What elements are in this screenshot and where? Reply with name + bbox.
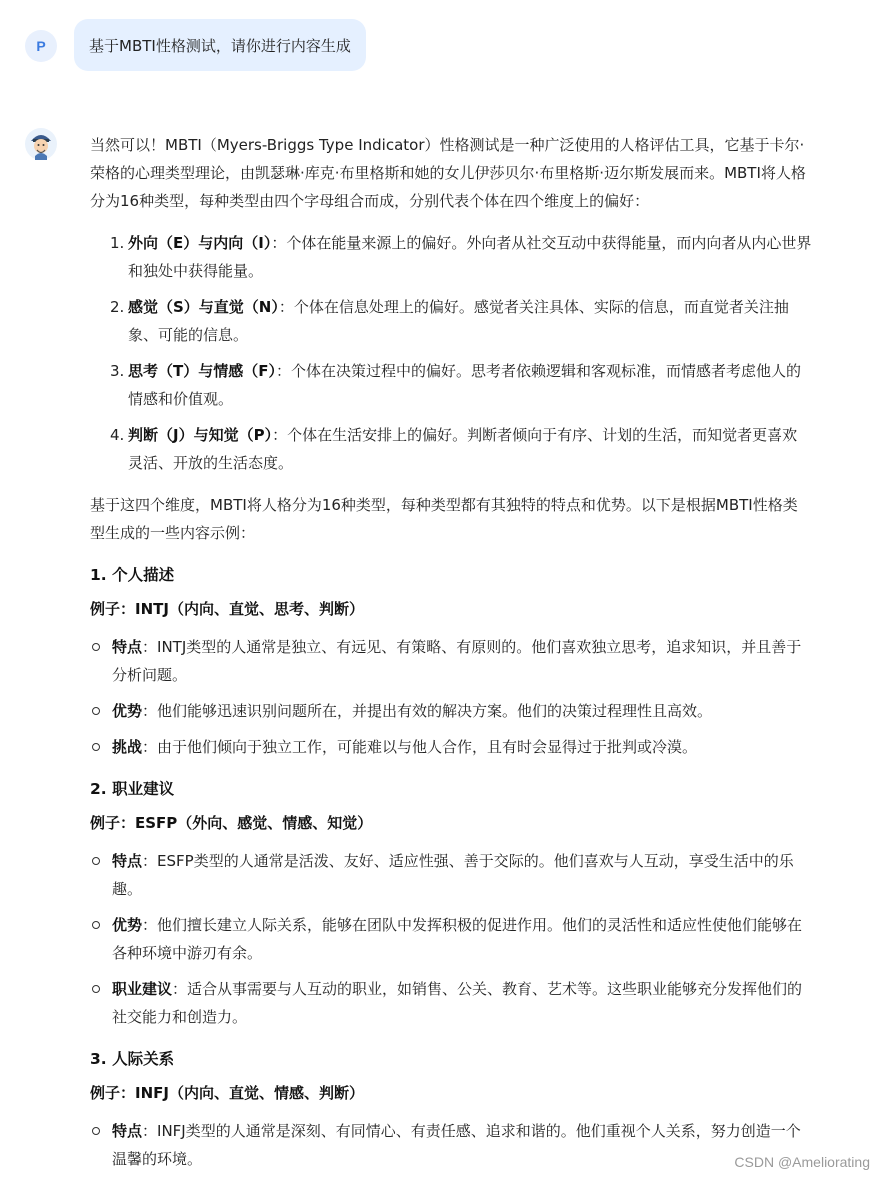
section-example: 例子：ESFP（外向、感觉、情感、知觉）: [90, 814, 373, 832]
user-avatar: P: [25, 30, 57, 62]
bullet-icon: [92, 921, 100, 929]
bullet-icon: [92, 985, 100, 993]
bullet-list: [90, 633, 812, 761]
watermark: CSDN @Ameliorating: [734, 1154, 870, 1170]
list-item: 1. 外向（E）与内向（I）：个体在能量来源上的偏好。外向者从社交互动中获得能量，而内向者从内心世界和独处中获得能量。: [110, 234, 812, 280]
user-message-text: 基于MBTI性格测试，请你进行内容生成: [89, 36, 351, 55]
dimension-list: [90, 229, 812, 477]
list-item: 3. 思考（T）与情感（F）：个体在决策过程中的偏好。思考者依赖逻辑和客观标准，而情感者考虑他人的情感和价值观。: [110, 362, 801, 408]
list-item: 特点：INTJ类型的人通常是独立、有远见、有策略、有原则的。他们喜欢独立思考，追求知识，并且善于分析问题。: [90, 633, 812, 689]
bullet-icon: [92, 643, 100, 651]
assistant-answer: [90, 131, 812, 1181]
list-item: 特点：ESFP类型的人通常是活泼、友好、适应性强、善于交际的。他们喜欢与人互动，享受生活中的乐趣。: [90, 847, 812, 903]
bullet-icon: [92, 857, 100, 865]
list-item: 2. 感觉（S）与直觉（N）：个体在信息处理上的偏好。感觉者关注具体、实际的信息，而直觉者关注抽象、可能的信息。: [110, 298, 789, 344]
user-message-bubble: [74, 19, 366, 71]
section-example: 例子：INFJ（内向、直觉、情感、判断）: [90, 1084, 364, 1102]
list-item: 优势：他们能够迅速识别问题所在，并提出有效的解决方案。他们的决策过程理性且高效。: [90, 697, 812, 725]
list-item: 特点：INFJ类型的人通常是深刻、有同情心、有责任感、追求和谐的。他们重视个人关系，努力创造一个温馨的环境。: [90, 1117, 812, 1173]
summary-paragraph: 基于这四个维度，MBTI将人格分为16种类型，每种类型都有其独特的特点和优势。以下是根据MBTI性格类型生成的一些内容示例：: [90, 496, 798, 542]
section-heading: 2. 职业建议: [90, 780, 175, 798]
intro-paragraph: 当然可以！MBTI（Myers-Briggs Type Indicator）性格测试是一种广泛使用的人格评估工具，它基于卡尔·荣格的心理类型理论，由凯瑟琳·库克·布里格斯和她的女儿伊莎贝尔·布里格斯·迈尔斯发展而来。MBTI将人格分为16种类型，每种类型由四个字母组合而成，分别代表个体在四个维度上的偏好：: [90, 136, 806, 210]
list-item: 挑战：由于他们倾向于独立工作，可能难以与他人合作，且有时会显得过于批判或冷漠。: [90, 733, 812, 761]
section-heading: 1. 个人描述: [90, 566, 175, 584]
section-heading: 3. 人际关系: [90, 1050, 175, 1068]
bullet-list: [90, 847, 812, 1031]
list-item: 4. 判断（J）与知觉（P）：个体在生活安排上的偏好。判断者倾向于有序、计划的生活，而知觉者更喜欢灵活、开放的生活态度。: [110, 426, 798, 472]
bullet-icon: [92, 707, 100, 715]
bullet-icon: [92, 743, 100, 751]
bullet-list: [90, 1117, 812, 1173]
assistant-avatar-icon: [24, 127, 58, 161]
list-item: 优势：他们擅长建立人际关系，能够在团队中发挥积极的促进作用。他们的灵活性和适应性使他们能够在各种环境中游刃有余。: [90, 911, 812, 967]
list-item: 职业建议：适合从事需要与人互动的职业，如销售、公关、教育、艺术等。这些职业能够充分发挥他们的社交能力和创造力。: [90, 975, 812, 1031]
section-example: 例子：INTJ（内向、直觉、思考、判断）: [90, 600, 364, 618]
bullet-icon: [92, 1127, 100, 1135]
